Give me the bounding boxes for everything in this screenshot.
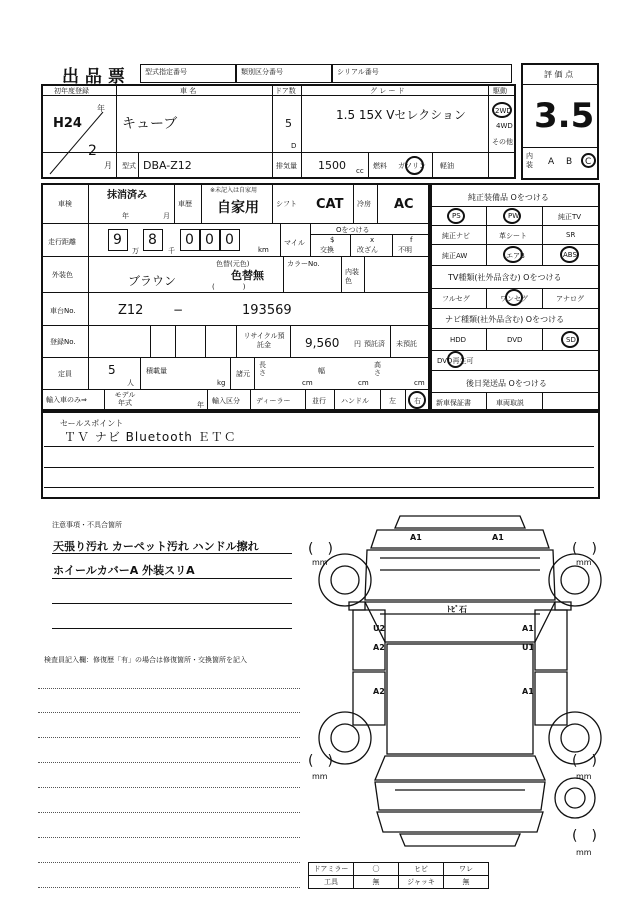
interior-grade-c: C: [585, 157, 592, 167]
car-damage-diagram: [305, 510, 605, 850]
equip-ps: PS: [452, 212, 461, 220]
tread-spare-bracket: ( ): [572, 828, 597, 844]
door-count: 5: [285, 117, 292, 130]
equip-abs-circle: [560, 246, 579, 263]
recycle-fee: 9,560: [305, 336, 340, 350]
selling-points: [41, 411, 600, 499]
tv-oneseg-circle: [505, 289, 523, 306]
notes-line-1: 天張り汚れ カーペット汚れ ハンドル擦れ: [53, 540, 259, 553]
equip-tv: 純正TV: [558, 213, 582, 221]
rating-score: 3.5: [534, 96, 595, 136]
ac-value: AC: [394, 197, 414, 212]
navi-sd-circle: [561, 331, 579, 348]
damage-front-left: A1: [410, 533, 422, 542]
interior-grade-b: B: [566, 157, 573, 167]
equip-airbag: エアB: [506, 252, 525, 260]
equip-ps-circle: [447, 208, 465, 224]
drive-4wd: 4WD: [496, 122, 513, 130]
class-field: 類別区分番号: [236, 64, 332, 83]
dvd-playback-circle: [447, 351, 464, 368]
usage-history: 自家用: [217, 200, 259, 216]
damage-left-rear: A2: [373, 687, 385, 696]
tread-fr-bracket: ( ): [572, 541, 597, 557]
equip-navi: 純正ナビ: [442, 232, 470, 240]
serial-field: シリアル番号: [332, 64, 512, 83]
equip-abs: ABS: [563, 251, 577, 259]
equip-aw: 純正AW: [442, 252, 468, 260]
drive-other: その他: [492, 138, 513, 146]
sheet-title: 出 品 票: [62, 67, 125, 87]
navi-dvd: DVD: [507, 336, 523, 344]
shift-value: CAT: [316, 197, 344, 212]
equip-sr: SR: [566, 231, 576, 239]
damage-right-door-u: U1: [522, 643, 535, 652]
mileage-digit-1: 9: [113, 232, 122, 248]
first-reg-month: 2: [88, 143, 97, 159]
damage-left-door-u: U2: [373, 624, 386, 633]
damage-windshield: ﾄﾋﾞ石: [447, 605, 467, 614]
chassis-prefix: Z12: [118, 303, 144, 318]
tv-analog: アナログ: [556, 295, 584, 303]
mileage-digit-4: 0: [205, 232, 214, 248]
interior-grade-circle: [581, 153, 596, 168]
jack-label: ジャッキ: [398, 875, 444, 889]
handle-right: 右: [414, 397, 421, 405]
notes-line-2: ホイールカバーA 外装スリA: [53, 564, 195, 577]
grade-value: 1.5 15X Vセレクション: [336, 108, 466, 122]
tv-fullseg: フルセグ: [442, 295, 470, 303]
navi-hdd: HDD: [450, 336, 467, 344]
equip-pw-circle: [503, 208, 521, 224]
recycle-deposited: 預託済: [364, 340, 385, 348]
exterior-color: ブラウン: [128, 274, 177, 288]
door-mirror-label: ドアミラー: [308, 862, 354, 876]
seat-capacity: 5: [108, 363, 116, 377]
selling-points-text: ＴＶ ナビ Bluetooth ＥＴＣ: [64, 430, 237, 444]
crack-label: ヒビ: [398, 862, 444, 876]
interior-grade-a: A: [548, 157, 555, 167]
car-name: キューブ: [122, 116, 178, 132]
drive-2wd: 2WD: [495, 107, 512, 115]
chassis-number: 193569: [242, 303, 292, 318]
tread-rl-bracket: ( ): [308, 753, 333, 769]
fuel-circle: [405, 156, 424, 175]
damage-left-door-a: A2: [373, 643, 385, 652]
rating-label: 評 価 点: [544, 70, 574, 79]
navi-sd: SD: [566, 336, 576, 344]
inspection-status: 抹消済み: [107, 190, 147, 201]
equip-leather: 革シート: [499, 232, 527, 240]
displacement: 1500: [318, 159, 346, 172]
tool-label: 工具: [308, 875, 354, 889]
tv-oneseg: ワンセグ: [500, 295, 528, 303]
damage-right-door-a: A1: [522, 624, 534, 633]
model-code: DBA-Z12: [143, 159, 192, 172]
repaint-value: 色替無: [231, 269, 264, 282]
mileage-digit-5: 0: [225, 232, 234, 248]
first-reg-era: H24: [53, 116, 82, 131]
damage-right-rear: A1: [522, 687, 534, 696]
drive-2wd-circle: [492, 102, 512, 118]
equip-pw: PW: [508, 212, 520, 220]
dvd-playback: DVD再生可: [437, 357, 474, 365]
break-label: ワレ: [443, 862, 489, 876]
fuel-gasoline: ガソリン: [398, 162, 426, 170]
door-mirror-value: 〇: [353, 862, 399, 876]
damage-front-right: A1: [492, 533, 504, 542]
handle-right-circle: [408, 391, 426, 409]
mileage-digit-2: 8: [148, 232, 157, 248]
mileage-digit-3: 0: [185, 232, 194, 248]
jack-value: 無: [443, 875, 489, 889]
type-cert-field: 型式指定番号: [140, 64, 236, 83]
tread-rr-bracket: ( ): [572, 753, 597, 769]
tool-value: 無: [353, 875, 399, 889]
tread-fl-bracket: ( ): [308, 541, 333, 557]
equip-airbag-circle: [503, 246, 523, 263]
